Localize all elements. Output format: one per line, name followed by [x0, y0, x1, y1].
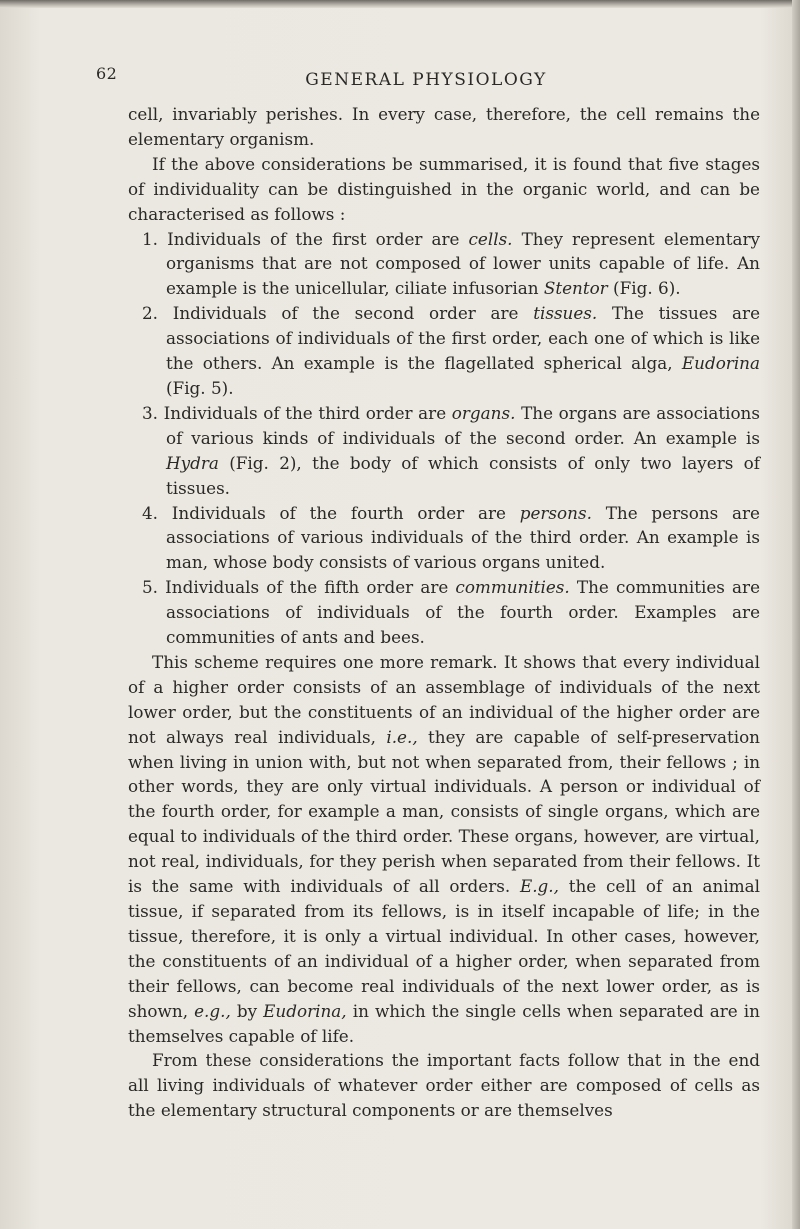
page-number: 62	[96, 64, 118, 83]
term-cells: cells.	[468, 228, 513, 249]
term-persons: persons.	[519, 502, 592, 523]
list-item-first-order: 1. Individuals of the first order are cells. They represent elementary organisms that are not composed of lower units capable of life. An example is the unicellular, ciliate infusorian Stentor (Fig. 6).	[142, 228, 760, 299]
term-tissues: tissues.	[533, 303, 598, 324]
paragraph-conclusion: From these considerations the important facts follow that in the end all living individuals of whatever order either are composed of cells as the elementary structural components or are themselves	[128, 1050, 760, 1121]
term-organs: organs.	[451, 402, 516, 423]
list-item-second-order: 2. Individuals of the second order are tissues. The tissues are associations of individuals of the first order, each one of which is like the others. An example is the flagellated spherical alga, Eudorina (Fig. 5).	[142, 303, 761, 398]
body-text	[128, 102, 760, 1123]
genus-eudorina: Eudorina	[681, 353, 760, 374]
list-item-fourth-order: 4. Individuals of the fourth order are persons. The persons are associations of various individuals of the third order. An example is man, whose body consists of various organs united.	[142, 502, 760, 573]
paragraph-scheme-remark: This scheme requires one more remark. It shows that every individual of a higher order consists of an assemblage of individuals of the next lower order, but the constituents of an individual of the higher order are not always real individuals, i.e., they are capable of self-preservation when living in union with, but not when separated from, their fellows ; in other words, they are only virtual individuals. A person or individual of the fourth order, for example a man, consists of single organs, which are equal to individuals of the third order. These organs, however, are virtual, not real, individuals, for they perish when separated from their fellows. It is the same with individuals of all orders. E.g., the cell of an animal tissue, if separated from its fellows, is in itself incapable of life; in the tissue, therefore, it is only a virtual individual. In other cases, however, the constituents of an individual of a higher order, when separated from their fellows, can become real individuals of the next lower order, as is shown, e.g., by Eudorina, in which the single cells when separated are in themselves capable of life.	[128, 651, 760, 1046]
list-item-third-order: 3. Individuals of the third order are organs. The organs are associations of various kinds of individuals of the second order. An example is Hydra (Fig. 2), the body of which consists of only two layers of tissues.	[142, 402, 760, 498]
page-right-edge	[792, 0, 800, 1229]
page-header	[96, 64, 756, 94]
running-head: GENERAL PHYSIOLOGY	[305, 70, 547, 90]
paragraph-continuation: cell, invariably perishes. In every case, therefore, the cell remains the elementary organism.	[128, 104, 760, 149]
genus-stentor: Stentor	[543, 278, 608, 299]
term-communities: communities.	[455, 577, 570, 598]
genus-hydra: Hydra	[166, 452, 219, 473]
list-item-fifth-order: 5. Individuals of the fifth order are communities. The communities are associations of individuals of the fourth order. Examples are communities of ants and bees.	[142, 577, 760, 648]
page-top-edge	[0, 0, 800, 8]
paragraph-summary-intro: If the above considerations be summarised, it is found that five stages of individuality can be distinguished in the organic world, and can be characterised as follows :	[128, 153, 760, 224]
genus-eudorina-2: Eudorina,	[263, 1000, 347, 1021]
